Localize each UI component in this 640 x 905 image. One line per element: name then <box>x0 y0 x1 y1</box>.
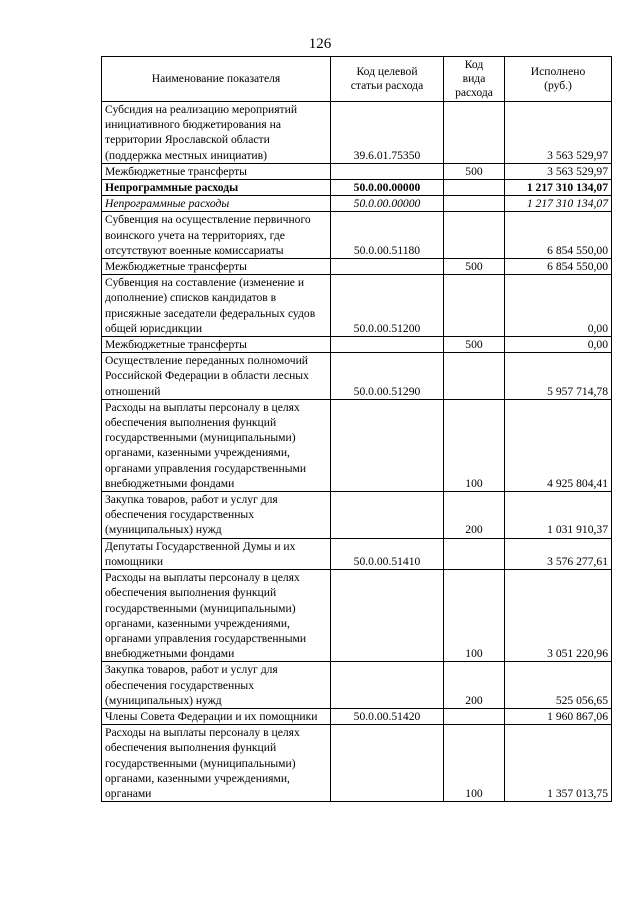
cell-name: Закупка товаров, работ и услуг для обеспечения государственных (муниципальных) нужд <box>102 492 331 539</box>
cell-name: Осуществление переданных полномочий Российской Федерации в области лесных отношений <box>102 353 331 400</box>
cell-target-code: 50.0.00.51200 <box>331 275 444 337</box>
table-row <box>102 538 612 569</box>
cell-executed-sum: 1 960 867,06 <box>505 708 612 724</box>
cell-name: Субвенция на осуществление первичного воинского учета на территориях, где отсутствуют военные комиссариаты <box>102 212 331 259</box>
table-row <box>102 662 612 709</box>
cell-executed-sum: 5 957 714,78 <box>505 353 612 400</box>
table-row <box>102 353 612 400</box>
cell-executed-sum: 1 031 910,37 <box>505 492 612 539</box>
cell-target-code: 50.0.00.51180 <box>331 212 444 259</box>
cell-target-code: 39.6.01.75350 <box>331 102 444 164</box>
cell-expense-kind <box>444 212 505 259</box>
cell-name: Субвенция на составление (изменение и дополнение) списков кандидатов в присяжные заседатели федеральных судов общей юрисдикции <box>102 275 331 337</box>
cell-expense-kind <box>444 275 505 337</box>
cell-expense-kind: 200 <box>444 662 505 709</box>
cell-expense-kind <box>444 102 505 164</box>
cell-target-code: 50.0.00.00000 <box>331 180 444 196</box>
cell-expense-kind <box>444 353 505 400</box>
cell-target-code: 50.0.00.51410 <box>331 538 444 569</box>
cell-name: Межбюджетные трансферты <box>102 259 331 275</box>
cell-target-code <box>331 492 444 539</box>
table-row <box>102 708 612 724</box>
column-header-expense-kind: Код вида расхода <box>444 57 505 102</box>
cell-executed-sum: 0,00 <box>505 275 612 337</box>
cell-target-code <box>331 337 444 353</box>
cell-name: Расходы на выплаты персоналу в целях обеспечения выполнения функций государственными (муниципальными) органами, казенными учреждениями, органами управления государственными внебюджетными фондами <box>102 399 331 491</box>
table-row <box>102 180 612 196</box>
cell-executed-sum: 1 217 310 134,07 <box>505 196 612 212</box>
cell-name: Межбюджетные трансферты <box>102 337 331 353</box>
cell-expense-kind: 100 <box>444 570 505 662</box>
cell-expense-kind: 500 <box>444 337 505 353</box>
table-row <box>102 399 612 491</box>
table-row <box>102 259 612 275</box>
cell-name: Непрограммные расходы <box>102 196 331 212</box>
cell-executed-sum: 525 056,65 <box>505 662 612 709</box>
cell-name: Непрограммные расходы <box>102 180 331 196</box>
cell-executed-sum: 6 854 550,00 <box>505 259 612 275</box>
cell-name: Закупка товаров, работ и услуг для обеспечения государственных (муниципальных) нужд <box>102 662 331 709</box>
table-row <box>102 275 612 337</box>
cell-expense-kind: 100 <box>444 725 505 802</box>
table-row <box>102 196 612 212</box>
column-header-executed-sum: Исполнено (руб.) <box>505 57 612 102</box>
cell-target-code <box>331 662 444 709</box>
budget-table <box>101 56 612 802</box>
table-row <box>102 337 612 353</box>
cell-expense-kind: 100 <box>444 399 505 491</box>
table-header <box>102 57 612 102</box>
cell-name: Расходы на выплаты персоналу в целях обеспечения выполнения функций государственными (муниципальными) органами, казенными учреждениями, органами <box>102 725 331 802</box>
cell-executed-sum: 4 925 804,41 <box>505 399 612 491</box>
cell-expense-kind: 500 <box>444 259 505 275</box>
cell-expense-kind <box>444 538 505 569</box>
cell-expense-kind <box>444 180 505 196</box>
cell-expense-kind <box>444 708 505 724</box>
table-row <box>102 570 612 662</box>
cell-executed-sum: 1 217 310 134,07 <box>505 180 612 196</box>
cell-executed-sum: 3 563 529,97 <box>505 102 612 164</box>
table-row <box>102 212 612 259</box>
cell-executed-sum: 3 051 220,96 <box>505 570 612 662</box>
cell-target-code: 50.0.00.51420 <box>331 708 444 724</box>
cell-target-code: 50.0.00.00000 <box>331 196 444 212</box>
table-row <box>102 102 612 164</box>
cell-name: Депутаты Государственной Думы и их помощники <box>102 538 331 569</box>
cell-expense-kind: 200 <box>444 492 505 539</box>
page-number: 126 <box>308 36 332 52</box>
table-row <box>102 492 612 539</box>
cell-executed-sum: 1 357 013,75 <box>505 725 612 802</box>
cell-target-code <box>331 570 444 662</box>
cell-name: Расходы на выплаты персоналу в целях обеспечения выполнения функций государственными (муниципальными) органами, казенными учреждениями, органами управления государственными внебюджетными фондами <box>102 570 331 662</box>
cell-expense-kind: 500 <box>444 163 505 179</box>
column-header-target-code: Код целевой статьи расхода <box>331 57 444 102</box>
cell-target-code <box>331 163 444 179</box>
cell-target-code: 50.0.00.51290 <box>331 353 444 400</box>
column-header-name: Наименование показателя <box>102 57 331 102</box>
cell-expense-kind <box>444 196 505 212</box>
cell-name: Члены Совета Федерации и их помощники <box>102 708 331 724</box>
cell-executed-sum: 3 576 277,61 <box>505 538 612 569</box>
cell-executed-sum: 6 854 550,00 <box>505 212 612 259</box>
cell-target-code <box>331 725 444 802</box>
table-row <box>102 163 612 179</box>
table-body <box>102 102 612 802</box>
cell-target-code <box>331 399 444 491</box>
cell-executed-sum: 0,00 <box>505 337 612 353</box>
cell-executed-sum: 3 563 529,97 <box>505 163 612 179</box>
cell-name: Межбюджетные трансферты <box>102 163 331 179</box>
cell-target-code <box>331 259 444 275</box>
table-row <box>102 725 612 802</box>
cell-name: Субсидия на реализацию мероприятий инициативного бюджетирования на территории Ярославской области (поддержка местных инициатив) <box>102 102 331 164</box>
